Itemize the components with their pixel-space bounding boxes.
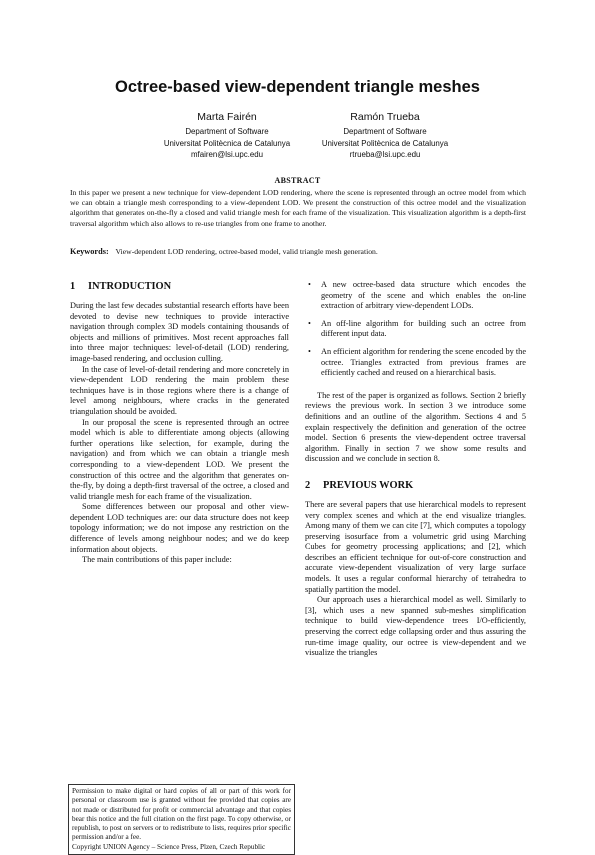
copyright-box <box>68 784 295 855</box>
abstract-text: In this paper we present a new technique for view-dependent LOD rendering, where the scene is represented through an octree model from which we can obtain a triangle mesh corresponding to a view-dependent LOD. We present the construction of this octree model and the visualization algorithm that generates on-the-fly a closed and valid triangle mesh for each frame of the visualization. This visualization algorithm is a depth-first traversal algorithm which also allows to re-use triangles from one frame to another. <box>70 188 526 228</box>
contributions-list <box>305 280 526 379</box>
section-title: PREVIOUS WORK <box>323 479 414 491</box>
author-department: Department of Software <box>343 127 427 136</box>
intro-paragraph: During the last few decades substantial research efforts have been devoted to devise new techniques to provide interactive navigation through complex 3D models containing thousands of objects and millions of primitives. Most recent approaches fall into three major techniques: level-of-detail (LOD) rendering, image-based rendering, and occlusion culling. <box>70 301 289 363</box>
abstract-heading: ABSTRACT <box>274 176 321 185</box>
permission-notice: Permission to make digital or hard copies of all or part of this work for personal or classroom use is granted without fee provided that copies are not made or distributed for profit or commercial advantage and that copies bear this notice and the full citation on the first page. To copy otherwise, or republish, to post on servers or to redistribute to lists, requires prior specific permission and/or a fee. <box>72 787 291 842</box>
section-number: 1 <box>70 281 76 292</box>
intro-paragraph: In our proposal the scene is represented through an octree model which is able to differentiate among objects (allowing further operations like selection, for example, during the navigation) and from which we can obtain a triangle mesh corresponding to a view-dependent LOD. We present the construction of this octree and the algorithm that generates on-the-fly, by doing a depth-first traversal of the octree, a closed and valid triangle mesh for each frame of the visualization. <box>70 417 289 501</box>
paper-title: Octree-based view-dependent triangle meshes <box>115 78 480 96</box>
section-heading-previous-work <box>305 479 526 492</box>
author-name: Marta Fairén <box>197 111 257 123</box>
copyright-notice: Copyright UNION Agency – Science Press, Plzen, Czech Republic <box>72 842 266 851</box>
list-item: • A new octree-based data structure which encodes the geometry of the scene and which enables the on-line extraction of arbitrary view-dependent LODs. <box>308 280 526 311</box>
previous-work-paragraph: Our approach uses a hierarchical model as well. Similarly to [3], which uses a new spanned sub-meshes simplification technique to build view-dependence trees I/O-efficiently, preserving the correct edge collapsing order and thus assuring the run-time image quality, our octree is view-dependent and we visualize the triangles <box>305 595 526 658</box>
intro-paragraph: In the case of level-of-detail rendering and more concretely in view-dependent LOD rendering the main problem these techniques have is in those regions where there is a change of level among neighbours, where cracks in the generated triangulation should be avoided. <box>70 364 289 416</box>
bullet-icon: • <box>308 346 311 356</box>
author-block-2 <box>270 111 500 161</box>
left-column <box>70 280 289 566</box>
keywords-line <box>70 247 526 257</box>
section-number: 2 <box>305 479 311 491</box>
keywords-text: View-dependent LOD rendering, octree-based model, valid triangle mesh generation. <box>115 247 378 256</box>
keywords-label: Keywords: <box>70 247 109 256</box>
author-email: mfairen@lsi.upc.edu <box>190 150 264 159</box>
author-university: Universitat Politècnica de Catalunya <box>163 138 291 148</box>
section-heading-introduction <box>70 280 289 293</box>
bullet-icon: • <box>308 280 311 289</box>
author-department: Department of Software <box>185 127 269 136</box>
section-title: INTRODUCTION <box>88 281 172 292</box>
intro-paragraph: The main contributions of this paper include: <box>82 555 232 565</box>
author-university: Universitat Politècnica de Catalunya <box>321 138 449 148</box>
previous-work-paragraph: There are several papers that use hierarchical models to represent very complex scenes and which at the end visualize triangles. Among many of them we can cite [7], which computes a topology preserving isosurface from a volumetric grid using Marching Cubes for geometry processing applications; and [2], which describes an efficient technique for out-of-core construction and accurate view-dependent visualization of very large surface models. It uses a regular conformal hierarchy of tetrahedra to spatially partition the model. <box>305 499 526 594</box>
intro-closing-paragraph: The rest of the paper is organized as follows. Section 2 briefly reviews the previous work. In section 3 we introduce some definitions and an outline of the algorithm. Sections 4 and 5 explain respectively the definition and generation of the octree model. Section 6 presents the view-dependent octree traversal algorithm. Finally in section 7 we show some results and discussion and we conclude in section 8. <box>305 390 526 464</box>
list-item: • An efficient algorithm for rendering the scene encoded by the octree. Triangles extracted from previous frames are efficiently cached and reused on a hierarchical basis. <box>308 346 526 378</box>
author-email: rtrueba@lsi.upc.edu <box>349 150 421 159</box>
intro-paragraph: Some differences between our proposal and other view-dependent LOD techniques are: our data structure does not keep topology information; we do not impose any restriction on the difference of levels among neighbour nodes; and we do keep information about objects. <box>70 502 289 554</box>
bullet-icon: • <box>308 318 311 328</box>
list-item: • An off-line algorithm for building such an octree from different input data. <box>308 318 526 339</box>
right-column <box>305 280 526 659</box>
author-name: Ramón Trueba <box>350 111 420 123</box>
